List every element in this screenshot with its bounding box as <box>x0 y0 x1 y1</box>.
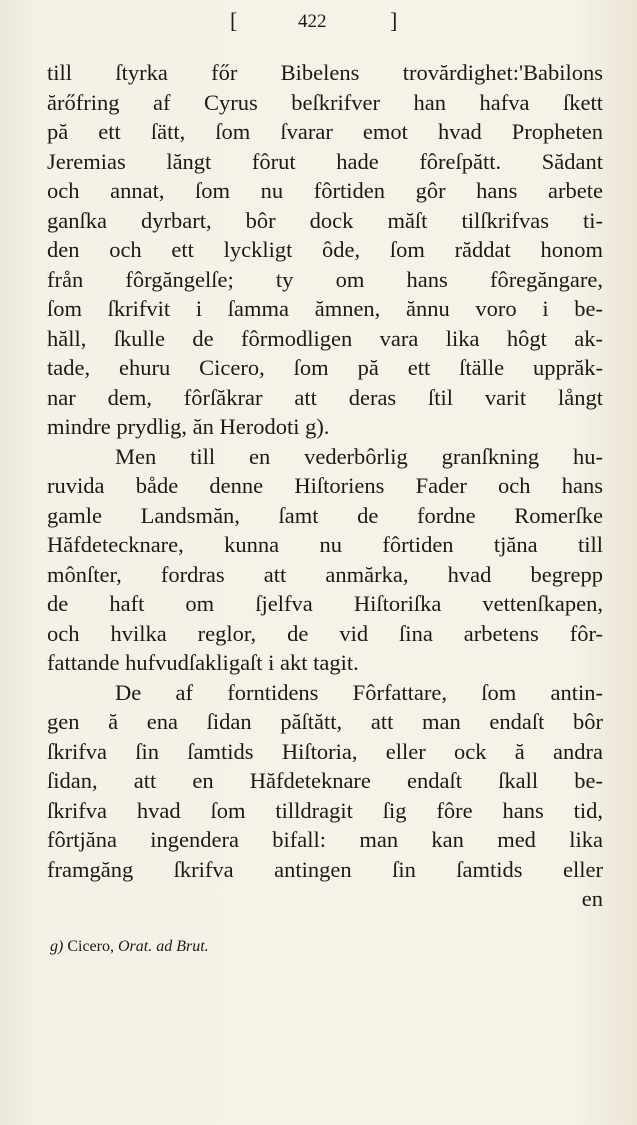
text-line: ſidan, att en Hăfdeteknare endaſt ſkall be- <box>47 768 603 793</box>
bracket-right: ] <box>390 8 398 33</box>
text-line: gamle Landsmăn, ſamt de fordne Romerſke <box>47 502 603 528</box>
text-line-paragraph-start: De af forntidens Fôrfattare, ſom antin- <box>115 679 603 705</box>
text-line: gen ă ena ſidan păſtătt, att man endaſt bôr <box>47 709 603 734</box>
page-header <box>228 8 408 38</box>
body-text <box>47 58 603 914</box>
text-line: Jeremias lăngt fôrut hade fôreſpătt. Sădant <box>47 148 603 174</box>
text-line: och annat, ſom nu fôrtiden gôr hans arbete <box>47 178 603 203</box>
text-line: ſom ſkrifvit i ſamma ămnen, ănnu voro i be- <box>47 296 603 321</box>
text-line: mindre prydlig, ăn Herodoti g). <box>47 414 330 439</box>
text-line: och hvilka reglor, de vid ſina arbetens fôr- <box>47 620 603 646</box>
bracket-left: [ <box>230 8 238 33</box>
text-line: ganſka dyrbart, bôr dock măſt tilſkrifvas ti- <box>47 207 603 233</box>
text-line: ſkrifva hvad ſom tilldragit ſig fôre hans tid, <box>47 797 603 823</box>
footnote-author: Cicero, <box>67 938 114 955</box>
footnote-source: Orat. ad Brut. <box>117 938 209 955</box>
text-line: från fôrgăngelſe; ty om hans fôregăngare, <box>47 266 603 292</box>
text-line: mônſter, fordras att anmărka, hvad begrepp <box>47 561 603 587</box>
text-line: tade, ehuru Cicero, ſom pă ett ſtälle upprăk- <box>47 355 603 380</box>
text-line: fôrtjăna ingendera bifall: man kan med lika <box>47 827 603 852</box>
text-line: ruvida både denne Hiſtoriens Fader och hans <box>47 473 603 498</box>
text-line: nar dem, fôrſăkrar att deras ſtil varit långt <box>47 384 603 410</box>
text-line-paragraph-start: Men till en vederbôrlig granſkning hu- <box>115 443 603 469</box>
text-line: till ſtyrka főr Bibelens trovărdighet:'Babilons <box>47 60 603 85</box>
page-number: 422 <box>298 11 327 32</box>
footnote <box>50 938 209 956</box>
text-line: de haft om ſjelfva Hiſtoriſka vettenſkapen, <box>47 591 603 616</box>
text-line: den och ett lyckligt ôde, ſom răddat honom <box>47 237 603 262</box>
text-line: hăll, ſkulle de fôrmodligen vara lika hôgt ak- <box>47 325 603 351</box>
text-line: Hăfdetecknare, kunna nu fôrtiden tjăna till <box>47 532 603 557</box>
catchword: en <box>581 886 603 911</box>
text-line: fattande hufvudſakligaſt i akt tagit. <box>47 650 359 675</box>
text-line: framgăng ſkrifva antingen ſin ſamtids eller <box>47 856 603 882</box>
footnote-mark: g) <box>50 938 64 955</box>
text-line: ărőfring af Cyrus beſkrifver han hafva ſkett <box>47 89 603 115</box>
text-line: pă ett ſätt, ſom ſvarar emot hvad Propheten <box>47 119 603 144</box>
text-line: ſkrifva ſin ſamtids Hiſtoria, eller ock ă andra <box>47 738 603 764</box>
